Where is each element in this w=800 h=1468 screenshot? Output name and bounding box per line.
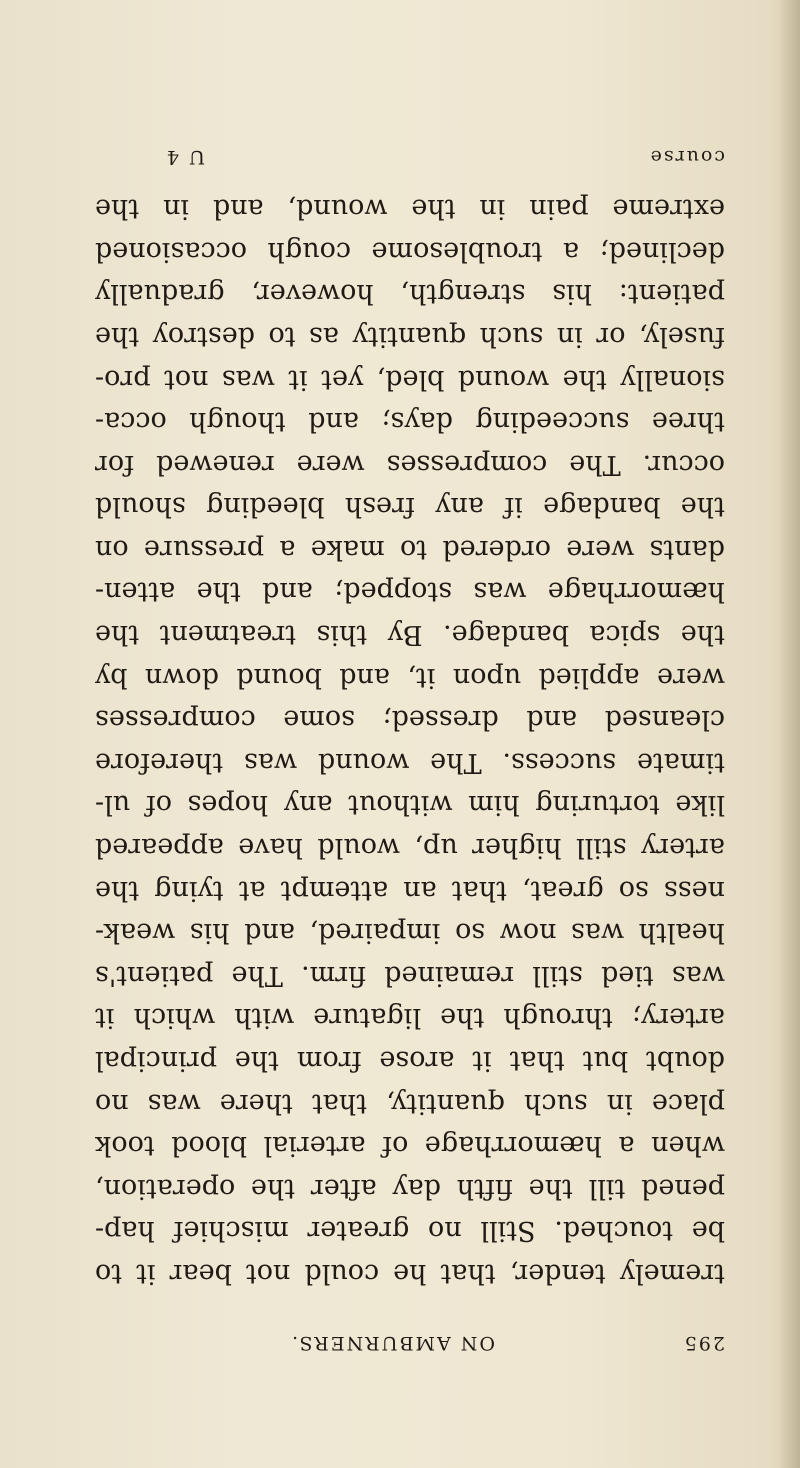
text-line: the bandage if any fresh bleeding should <box>95 491 725 523</box>
page-edge-shadow <box>778 0 800 1468</box>
text-line: like torturing him without any hopes of ul- <box>95 789 725 821</box>
text-line: three succeeding days; and though occa- <box>95 406 725 438</box>
text-line: artery still higher up, would have appeared <box>95 832 725 864</box>
page-footer <box>95 140 725 170</box>
text-line: declined; a troublesome cough occasioned <box>95 235 725 267</box>
text-line: patient: his strength, however, gradually <box>95 278 725 310</box>
text-line: place in such quantity, that there was no <box>95 1087 725 1119</box>
text-line: dants were ordered to make a pressure on <box>95 533 725 565</box>
signature-mark: U 4 <box>164 146 205 168</box>
text-line: pened till the fifth day after the operation, <box>95 1172 725 1204</box>
text-line: doubt but that it arose from the principal <box>95 1045 725 1077</box>
text-line: was tied still remained firm. The patient's <box>95 959 725 991</box>
page-number: 295 <box>682 1332 725 1354</box>
text-line: the spica bandage. By this treatment the <box>95 619 725 651</box>
text-line: timate success. The wound was therefore <box>95 746 725 778</box>
text-line: cleansed and dressed; some compresses <box>95 704 725 736</box>
text-line: be touched. Still no greater mischief hap- <box>95 1215 725 1247</box>
text-line: sionally the wound bled, yet it was not pro- <box>95 363 725 395</box>
text-line: health was now so impaired, and his weak- <box>95 917 725 949</box>
text-line: when a hæmorrhage of arterial blood took <box>95 1130 725 1162</box>
page-header <box>95 1320 725 1360</box>
catchword: course <box>648 146 725 168</box>
running-title: ON AMBURNERS. <box>290 1332 495 1354</box>
body-text <box>95 187 725 1294</box>
printed-area-upside-down <box>95 140 725 1360</box>
text-line: hæmorrhage was stopped; and the atten- <box>95 576 725 608</box>
text-line: were applied upon it, and bound down by <box>95 661 725 693</box>
text-line: extreme pain in the wound, and in the <box>95 193 725 225</box>
text-line: fusely, or in such quantity as to destroy the <box>95 320 725 352</box>
text-line: ness so great, that an attempt at tying the <box>95 874 725 906</box>
text-line: tremely tender, that he could not bear it to <box>95 1258 725 1289</box>
text-line: artery; through the ligature with which it <box>95 1002 725 1034</box>
text-line: occur. The compresses were renewed for <box>95 448 725 480</box>
